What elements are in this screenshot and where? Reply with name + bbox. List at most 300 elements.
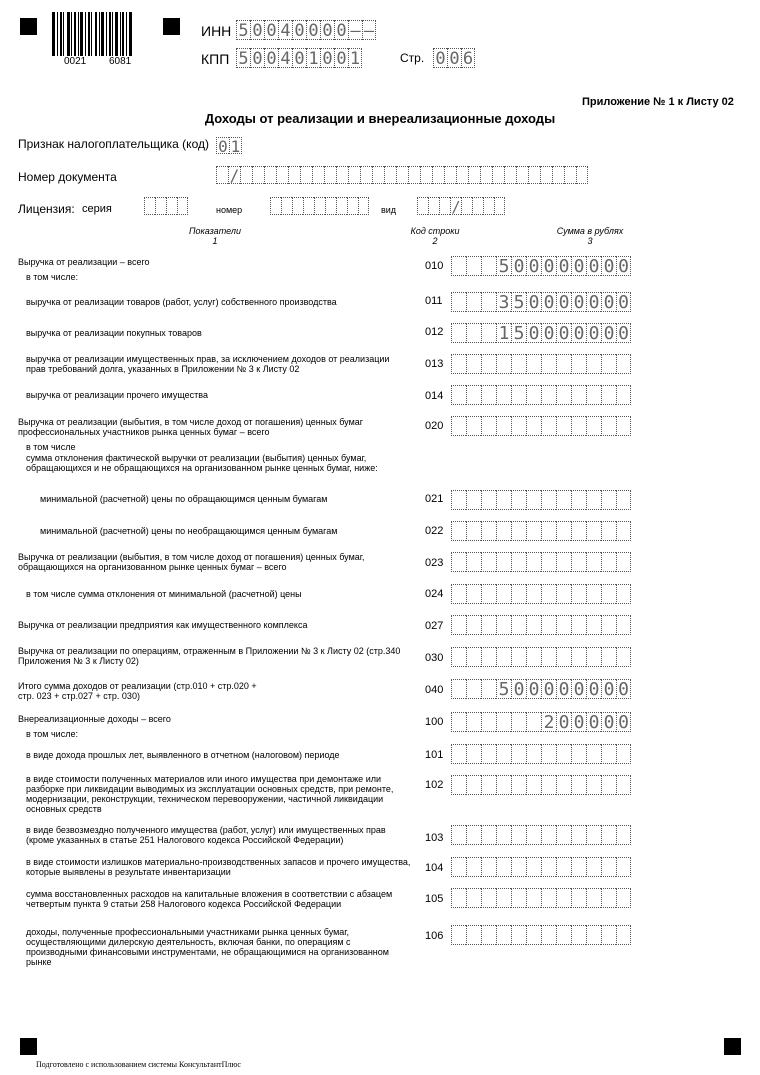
row-104-amount-cell[interactable] bbox=[481, 857, 496, 877]
license-number-cell[interactable] bbox=[336, 197, 347, 215]
row-103-amount-cell[interactable] bbox=[511, 825, 526, 845]
row-023-amount-cell[interactable] bbox=[511, 552, 526, 572]
row-105-amount-cell[interactable] bbox=[601, 888, 616, 908]
document-number-cell[interactable] bbox=[384, 166, 396, 184]
row-020-amount-cell[interactable] bbox=[451, 416, 466, 436]
row-106-amount-cell[interactable] bbox=[451, 925, 466, 945]
row-010-amount-cell[interactable] bbox=[466, 256, 481, 276]
row-102-amount-cell[interactable] bbox=[586, 775, 601, 795]
row-012-amount-cell[interactable]: 1 bbox=[496, 323, 511, 343]
row-011-amount-cell[interactable]: 0 bbox=[541, 292, 556, 312]
row-013-amount-cell[interactable] bbox=[601, 354, 616, 374]
row-021-amount-cell[interactable] bbox=[556, 490, 571, 510]
row-030-amount-cell[interactable] bbox=[586, 647, 601, 667]
document-number-cell[interactable] bbox=[348, 166, 360, 184]
row-105-amount-cell[interactable] bbox=[511, 888, 526, 908]
kpp-cell[interactable]: 0 bbox=[250, 48, 264, 68]
row-014-amount-cell[interactable] bbox=[556, 385, 571, 405]
row-040-amount-cell[interactable]: 0 bbox=[511, 679, 526, 699]
document-number-cell[interactable] bbox=[360, 166, 372, 184]
document-number-cell[interactable] bbox=[516, 166, 528, 184]
row-100-amount-cell[interactable] bbox=[451, 712, 466, 732]
row-030-amount-cell[interactable] bbox=[451, 647, 466, 667]
row-040-amount-cell[interactable]: 5 bbox=[496, 679, 511, 699]
page-cell[interactable]: 6 bbox=[462, 49, 474, 69]
row-100-amount-cell[interactable] bbox=[466, 712, 481, 732]
row-030-amount-cell[interactable] bbox=[556, 647, 571, 667]
row-101-amount-cell[interactable] bbox=[616, 744, 631, 764]
row-024-amount-cell[interactable] bbox=[466, 584, 481, 604]
taxpayer-sign-cell[interactable]: 1 bbox=[230, 137, 241, 156]
license-type-cell[interactable] bbox=[483, 197, 494, 215]
row-104-amount-cell[interactable] bbox=[571, 857, 586, 877]
row-030-amount-cell[interactable] bbox=[616, 647, 631, 667]
row-103-amount-cell[interactable] bbox=[451, 825, 466, 845]
row-104-amount-cell[interactable] bbox=[466, 857, 481, 877]
row-013-amount-cell[interactable] bbox=[466, 354, 481, 374]
row-024-amount-cell[interactable] bbox=[496, 584, 511, 604]
row-040-amount-cell[interactable]: 0 bbox=[541, 679, 556, 699]
row-030-amount-cell[interactable] bbox=[601, 647, 616, 667]
row-010-amount-cell[interactable]: 0 bbox=[571, 256, 586, 276]
row-011-amount-cell[interactable] bbox=[481, 292, 496, 312]
row-104-amount-cell[interactable] bbox=[541, 857, 556, 877]
row-104-amount-cell[interactable] bbox=[556, 857, 571, 877]
row-030-amount-cell[interactable] bbox=[571, 647, 586, 667]
row-040-amount-cell[interactable]: 0 bbox=[526, 679, 541, 699]
row-100-amount-cell[interactable] bbox=[511, 712, 526, 732]
row-027-amount-cell[interactable] bbox=[496, 615, 511, 635]
row-020-amount-cell[interactable] bbox=[511, 416, 526, 436]
row-021-amount-cell[interactable] bbox=[601, 490, 616, 510]
row-104-amount-cell[interactable] bbox=[511, 857, 526, 877]
row-102-amount-cell[interactable] bbox=[496, 775, 511, 795]
row-014-amount[interactable] bbox=[451, 385, 631, 405]
row-101-amount-cell[interactable] bbox=[571, 744, 586, 764]
row-101-amount-cell[interactable] bbox=[541, 744, 556, 764]
row-021-amount-cell[interactable] bbox=[616, 490, 631, 510]
row-103-amount-cell[interactable] bbox=[571, 825, 586, 845]
license-series-cell[interactable] bbox=[177, 197, 188, 215]
kpp-cell[interactable]: 0 bbox=[292, 48, 306, 68]
row-012-amount-cell[interactable]: 0 bbox=[586, 323, 601, 343]
kpp-cell[interactable]: 1 bbox=[349, 49, 361, 69]
row-012-amount-cell[interactable]: 0 bbox=[526, 323, 541, 343]
kpp-field[interactable] bbox=[236, 48, 362, 68]
document-number-cell[interactable] bbox=[456, 166, 468, 184]
row-014-amount-cell[interactable] bbox=[511, 385, 526, 405]
row-023-amount-cell[interactable] bbox=[571, 552, 586, 572]
row-040-amount[interactable] bbox=[451, 679, 631, 699]
row-030-amount-cell[interactable] bbox=[481, 647, 496, 667]
row-102-amount-cell[interactable] bbox=[616, 775, 631, 795]
row-023-amount-cell[interactable] bbox=[556, 552, 571, 572]
row-010-amount[interactable] bbox=[451, 256, 631, 276]
row-022-amount-cell[interactable] bbox=[511, 521, 526, 541]
row-020-amount-cell[interactable] bbox=[556, 416, 571, 436]
row-100-amount-cell[interactable]: 0 bbox=[571, 712, 586, 732]
row-027-amount-cell[interactable] bbox=[466, 615, 481, 635]
row-024-amount-cell[interactable] bbox=[481, 584, 496, 604]
row-010-amount-cell[interactable]: 0 bbox=[601, 256, 616, 276]
row-105-amount-cell[interactable] bbox=[616, 888, 631, 908]
row-100-amount-cell[interactable] bbox=[526, 712, 541, 732]
license-type-field[interactable] bbox=[417, 197, 505, 215]
row-027-amount-cell[interactable] bbox=[451, 615, 466, 635]
row-024-amount-cell[interactable] bbox=[526, 584, 541, 604]
row-105-amount-cell[interactable] bbox=[451, 888, 466, 908]
document-number-cell[interactable] bbox=[252, 166, 264, 184]
license-type-cell[interactable] bbox=[428, 197, 439, 215]
row-022-amount-cell[interactable] bbox=[481, 521, 496, 541]
row-101-amount[interactable] bbox=[451, 744, 631, 764]
document-number-field[interactable] bbox=[216, 166, 588, 184]
license-type-cell[interactable] bbox=[494, 197, 505, 215]
taxpayer-sign-cell[interactable]: 0 bbox=[216, 137, 229, 154]
row-040-amount-cell[interactable]: 0 bbox=[601, 679, 616, 699]
row-024-amount-cell[interactable] bbox=[451, 584, 466, 604]
row-020-amount-cell[interactable] bbox=[526, 416, 541, 436]
row-024-amount-cell[interactable] bbox=[571, 584, 586, 604]
row-102-amount-cell[interactable] bbox=[481, 775, 496, 795]
row-024-amount-cell[interactable] bbox=[616, 584, 631, 604]
row-011-amount-cell[interactable]: 0 bbox=[616, 292, 631, 312]
inn-cell[interactable]: 0 bbox=[250, 20, 264, 40]
license-series-cell[interactable] bbox=[166, 197, 177, 215]
document-number-cell[interactable] bbox=[552, 166, 564, 184]
row-021-amount-cell[interactable] bbox=[496, 490, 511, 510]
license-number-cell[interactable] bbox=[347, 197, 358, 215]
row-014-amount-cell[interactable] bbox=[601, 385, 616, 405]
row-011-amount-cell[interactable]: 0 bbox=[526, 292, 541, 312]
row-103-amount-cell[interactable] bbox=[541, 825, 556, 845]
row-103-amount[interactable] bbox=[451, 825, 631, 845]
kpp-cell[interactable]: 0 bbox=[264, 48, 278, 68]
row-011-amount[interactable] bbox=[451, 292, 631, 312]
document-number-cell[interactable] bbox=[240, 166, 252, 184]
row-014-amount-cell[interactable] bbox=[451, 385, 466, 405]
row-040-amount-cell[interactable] bbox=[451, 679, 466, 699]
row-023-amount-cell[interactable] bbox=[481, 552, 496, 572]
document-number-cell[interactable] bbox=[336, 166, 348, 184]
row-027-amount-cell[interactable] bbox=[541, 615, 556, 635]
license-series-field[interactable] bbox=[144, 197, 188, 215]
row-100-amount-cell[interactable]: 0 bbox=[556, 712, 571, 732]
row-027-amount-cell[interactable] bbox=[571, 615, 586, 635]
row-101-amount-cell[interactable] bbox=[466, 744, 481, 764]
row-106-amount-cell[interactable] bbox=[481, 925, 496, 945]
row-106-amount-cell[interactable] bbox=[616, 925, 631, 945]
row-021-amount-cell[interactable] bbox=[466, 490, 481, 510]
row-102-amount[interactable] bbox=[451, 775, 631, 795]
row-100-amount-cell[interactable] bbox=[481, 712, 496, 732]
row-104-amount-cell[interactable] bbox=[496, 857, 511, 877]
row-023-amount[interactable] bbox=[451, 552, 631, 572]
inn-cell[interactable]: 5 bbox=[236, 20, 250, 40]
kpp-cell[interactable]: 1 bbox=[306, 48, 320, 68]
row-103-amount-cell[interactable] bbox=[496, 825, 511, 845]
row-105-amount-cell[interactable] bbox=[526, 888, 541, 908]
document-number-cell[interactable] bbox=[276, 166, 288, 184]
document-number-cell[interactable] bbox=[528, 166, 540, 184]
row-105-amount-cell[interactable] bbox=[541, 888, 556, 908]
row-014-amount-cell[interactable] bbox=[541, 385, 556, 405]
row-014-amount-cell[interactable] bbox=[466, 385, 481, 405]
document-number-cell[interactable] bbox=[540, 166, 552, 184]
row-020-amount-cell[interactable] bbox=[481, 416, 496, 436]
row-102-amount-cell[interactable] bbox=[601, 775, 616, 795]
row-013-amount-cell[interactable] bbox=[541, 354, 556, 374]
row-102-amount-cell[interactable] bbox=[541, 775, 556, 795]
row-013-amount-cell[interactable] bbox=[616, 354, 631, 374]
row-106-amount-cell[interactable] bbox=[466, 925, 481, 945]
row-027-amount-cell[interactable] bbox=[511, 615, 526, 635]
document-number-cell[interactable] bbox=[432, 166, 444, 184]
row-022-amount-cell[interactable] bbox=[586, 521, 601, 541]
row-106-amount-cell[interactable] bbox=[541, 925, 556, 945]
row-010-amount-cell[interactable]: 0 bbox=[616, 256, 631, 276]
row-010-amount-cell[interactable] bbox=[451, 256, 466, 276]
license-type-cell[interactable] bbox=[439, 197, 450, 215]
row-105-amount-cell[interactable] bbox=[571, 888, 586, 908]
row-101-amount-cell[interactable] bbox=[481, 744, 496, 764]
row-022-amount-cell[interactable] bbox=[556, 521, 571, 541]
license-number-cell[interactable] bbox=[314, 197, 325, 215]
row-013-amount-cell[interactable] bbox=[511, 354, 526, 374]
document-number-cell[interactable] bbox=[504, 166, 516, 184]
row-024-amount-cell[interactable] bbox=[601, 584, 616, 604]
row-013-amount-cell[interactable] bbox=[451, 354, 466, 374]
row-102-amount-cell[interactable] bbox=[511, 775, 526, 795]
row-106-amount-cell[interactable] bbox=[571, 925, 586, 945]
document-number-cell[interactable] bbox=[216, 166, 228, 184]
row-013-amount-cell[interactable] bbox=[481, 354, 496, 374]
row-021-amount-cell[interactable] bbox=[511, 490, 526, 510]
document-number-cell[interactable] bbox=[492, 166, 504, 184]
row-011-amount-cell[interactable] bbox=[466, 292, 481, 312]
row-101-amount-cell[interactable] bbox=[586, 744, 601, 764]
row-040-amount-cell[interactable]: 0 bbox=[556, 679, 571, 699]
row-013-amount[interactable] bbox=[451, 354, 631, 374]
row-010-amount-cell[interactable] bbox=[481, 256, 496, 276]
row-103-amount-cell[interactable] bbox=[586, 825, 601, 845]
row-027-amount-cell[interactable] bbox=[526, 615, 541, 635]
row-011-amount-cell[interactable]: 5 bbox=[511, 292, 526, 312]
license-type-cell[interactable]: / bbox=[451, 198, 461, 216]
row-011-amount-cell[interactable]: 0 bbox=[601, 292, 616, 312]
row-027-amount-cell[interactable] bbox=[481, 615, 496, 635]
row-022-amount-cell[interactable] bbox=[571, 521, 586, 541]
row-021-amount-cell[interactable] bbox=[451, 490, 466, 510]
row-102-amount-cell[interactable] bbox=[526, 775, 541, 795]
row-105-amount-cell[interactable] bbox=[556, 888, 571, 908]
license-number-cell[interactable] bbox=[358, 197, 369, 215]
row-106-amount-cell[interactable] bbox=[556, 925, 571, 945]
row-014-amount-cell[interactable] bbox=[586, 385, 601, 405]
row-013-amount-cell[interactable] bbox=[496, 354, 511, 374]
row-011-amount-cell[interactable] bbox=[451, 292, 466, 312]
row-023-amount-cell[interactable] bbox=[466, 552, 481, 572]
row-012-amount-cell[interactable] bbox=[466, 323, 481, 343]
row-103-amount-cell[interactable] bbox=[481, 825, 496, 845]
page-cell[interactable]: 0 bbox=[447, 48, 461, 68]
row-014-amount-cell[interactable] bbox=[496, 385, 511, 405]
row-022-amount-cell[interactable] bbox=[541, 521, 556, 541]
row-102-amount-cell[interactable] bbox=[451, 775, 466, 795]
kpp-cell[interactable]: 0 bbox=[320, 48, 334, 68]
row-104-amount-cell[interactable] bbox=[586, 857, 601, 877]
row-106-amount-cell[interactable] bbox=[496, 925, 511, 945]
inn-cell[interactable]: 0 bbox=[306, 20, 320, 40]
row-104-amount-cell[interactable] bbox=[601, 857, 616, 877]
row-102-amount-cell[interactable] bbox=[466, 775, 481, 795]
row-020-amount-cell[interactable] bbox=[616, 416, 631, 436]
inn-cell[interactable]: 0 bbox=[264, 20, 278, 40]
row-021-amount[interactable] bbox=[451, 490, 631, 510]
row-100-amount-cell[interactable]: 0 bbox=[616, 712, 631, 732]
row-020-amount-cell[interactable] bbox=[541, 416, 556, 436]
row-012-amount-cell[interactable] bbox=[481, 323, 496, 343]
row-030-amount-cell[interactable] bbox=[541, 647, 556, 667]
row-010-amount-cell[interactable]: 0 bbox=[526, 256, 541, 276]
row-023-amount-cell[interactable] bbox=[601, 552, 616, 572]
row-020-amount[interactable] bbox=[451, 416, 631, 436]
license-series-cell[interactable] bbox=[144, 197, 155, 215]
document-number-cell[interactable]: / bbox=[229, 166, 240, 185]
row-105-amount[interactable] bbox=[451, 888, 631, 908]
document-number-cell[interactable] bbox=[372, 166, 384, 184]
row-030-amount-cell[interactable] bbox=[526, 647, 541, 667]
row-104-amount-cell[interactable] bbox=[616, 857, 631, 877]
row-030-amount-cell[interactable] bbox=[466, 647, 481, 667]
license-number-field[interactable] bbox=[270, 197, 369, 215]
license-number-cell[interactable] bbox=[281, 197, 292, 215]
page-number-field[interactable] bbox=[433, 48, 475, 68]
document-number-cell[interactable] bbox=[576, 166, 588, 184]
row-023-amount-cell[interactable] bbox=[541, 552, 556, 572]
row-012-amount-cell[interactable]: 0 bbox=[571, 323, 586, 343]
document-number-cell[interactable] bbox=[564, 166, 576, 184]
row-100-amount-cell[interactable]: 0 bbox=[601, 712, 616, 732]
row-105-amount-cell[interactable] bbox=[496, 888, 511, 908]
row-010-amount-cell[interactable]: 0 bbox=[556, 256, 571, 276]
inn-field[interactable] bbox=[236, 20, 376, 40]
license-number-cell[interactable] bbox=[303, 197, 314, 215]
row-101-amount-cell[interactable] bbox=[496, 744, 511, 764]
row-013-amount-cell[interactable] bbox=[571, 354, 586, 374]
inn-cell[interactable]: 0 bbox=[292, 20, 306, 40]
row-011-amount-cell[interactable]: 0 bbox=[556, 292, 571, 312]
row-040-amount-cell[interactable]: 0 bbox=[571, 679, 586, 699]
row-106-amount-cell[interactable] bbox=[586, 925, 601, 945]
row-022-amount-cell[interactable] bbox=[616, 521, 631, 541]
row-021-amount-cell[interactable] bbox=[541, 490, 556, 510]
row-013-amount-cell[interactable] bbox=[586, 354, 601, 374]
row-102-amount-cell[interactable] bbox=[556, 775, 571, 795]
row-103-amount-cell[interactable] bbox=[601, 825, 616, 845]
row-012-amount-cell[interactable]: 5 bbox=[511, 323, 526, 343]
row-024-amount-cell[interactable] bbox=[556, 584, 571, 604]
row-021-amount-cell[interactable] bbox=[481, 490, 496, 510]
row-101-amount-cell[interactable] bbox=[511, 744, 526, 764]
row-101-amount-cell[interactable] bbox=[451, 744, 466, 764]
document-number-cell[interactable] bbox=[300, 166, 312, 184]
document-number-cell[interactable] bbox=[468, 166, 480, 184]
kpp-cell[interactable]: 5 bbox=[236, 48, 250, 68]
row-020-amount-cell[interactable] bbox=[601, 416, 616, 436]
row-022-amount-cell[interactable] bbox=[496, 521, 511, 541]
row-040-amount-cell[interactable] bbox=[466, 679, 481, 699]
row-100-amount-cell[interactable]: 2 bbox=[541, 712, 556, 732]
row-027-amount[interactable] bbox=[451, 615, 631, 635]
row-012-amount-cell[interactable]: 0 bbox=[601, 323, 616, 343]
row-020-amount-cell[interactable] bbox=[571, 416, 586, 436]
row-022-amount-cell[interactable] bbox=[466, 521, 481, 541]
row-104-amount[interactable] bbox=[451, 857, 631, 877]
row-105-amount-cell[interactable] bbox=[586, 888, 601, 908]
row-106-amount[interactable] bbox=[451, 925, 631, 945]
inn-cell[interactable]: – bbox=[363, 21, 375, 41]
row-022-amount[interactable] bbox=[451, 521, 631, 541]
kpp-cell[interactable]: 0 bbox=[334, 48, 348, 68]
document-number-cell[interactable] bbox=[408, 166, 420, 184]
row-102-amount-cell[interactable] bbox=[571, 775, 586, 795]
row-011-amount-cell[interactable]: 3 bbox=[496, 292, 511, 312]
row-106-amount-cell[interactable] bbox=[601, 925, 616, 945]
row-101-amount-cell[interactable] bbox=[556, 744, 571, 764]
row-027-amount-cell[interactable] bbox=[586, 615, 601, 635]
row-027-amount-cell[interactable] bbox=[556, 615, 571, 635]
row-101-amount-cell[interactable] bbox=[601, 744, 616, 764]
row-040-amount-cell[interactable]: 0 bbox=[616, 679, 631, 699]
row-012-amount-cell[interactable]: 0 bbox=[556, 323, 571, 343]
row-105-amount-cell[interactable] bbox=[481, 888, 496, 908]
row-104-amount-cell[interactable] bbox=[451, 857, 466, 877]
row-024-amount-cell[interactable] bbox=[511, 584, 526, 604]
row-011-amount-cell[interactable]: 0 bbox=[571, 292, 586, 312]
row-023-amount-cell[interactable] bbox=[451, 552, 466, 572]
row-010-amount-cell[interactable]: 0 bbox=[541, 256, 556, 276]
inn-cell[interactable]: 4 bbox=[278, 20, 292, 40]
row-105-amount-cell[interactable] bbox=[466, 888, 481, 908]
row-040-amount-cell[interactable]: 0 bbox=[586, 679, 601, 699]
row-012-amount-cell[interactable]: 0 bbox=[541, 323, 556, 343]
document-number-cell[interactable] bbox=[264, 166, 276, 184]
row-020-amount-cell[interactable] bbox=[586, 416, 601, 436]
row-101-amount-cell[interactable] bbox=[526, 744, 541, 764]
document-number-cell[interactable] bbox=[444, 166, 456, 184]
row-103-amount-cell[interactable] bbox=[526, 825, 541, 845]
row-012-amount[interactable] bbox=[451, 323, 631, 343]
license-type-cell[interactable] bbox=[417, 197, 428, 215]
row-024-amount-cell[interactable] bbox=[586, 584, 601, 604]
document-number-cell[interactable] bbox=[312, 166, 324, 184]
inn-cell[interactable]: 0 bbox=[320, 20, 334, 40]
row-100-amount-cell[interactable]: 0 bbox=[586, 712, 601, 732]
row-021-amount-cell[interactable] bbox=[571, 490, 586, 510]
document-number-cell[interactable] bbox=[420, 166, 432, 184]
row-027-amount-cell[interactable] bbox=[616, 615, 631, 635]
document-number-cell[interactable] bbox=[396, 166, 408, 184]
document-number-cell[interactable] bbox=[288, 166, 300, 184]
row-023-amount-cell[interactable] bbox=[526, 552, 541, 572]
row-103-amount-cell[interactable] bbox=[466, 825, 481, 845]
row-030-amount-cell[interactable] bbox=[496, 647, 511, 667]
row-023-amount-cell[interactable] bbox=[496, 552, 511, 572]
row-024-amount[interactable] bbox=[451, 584, 631, 604]
row-030-amount[interactable] bbox=[451, 647, 631, 667]
row-100-amount-cell[interactable] bbox=[496, 712, 511, 732]
